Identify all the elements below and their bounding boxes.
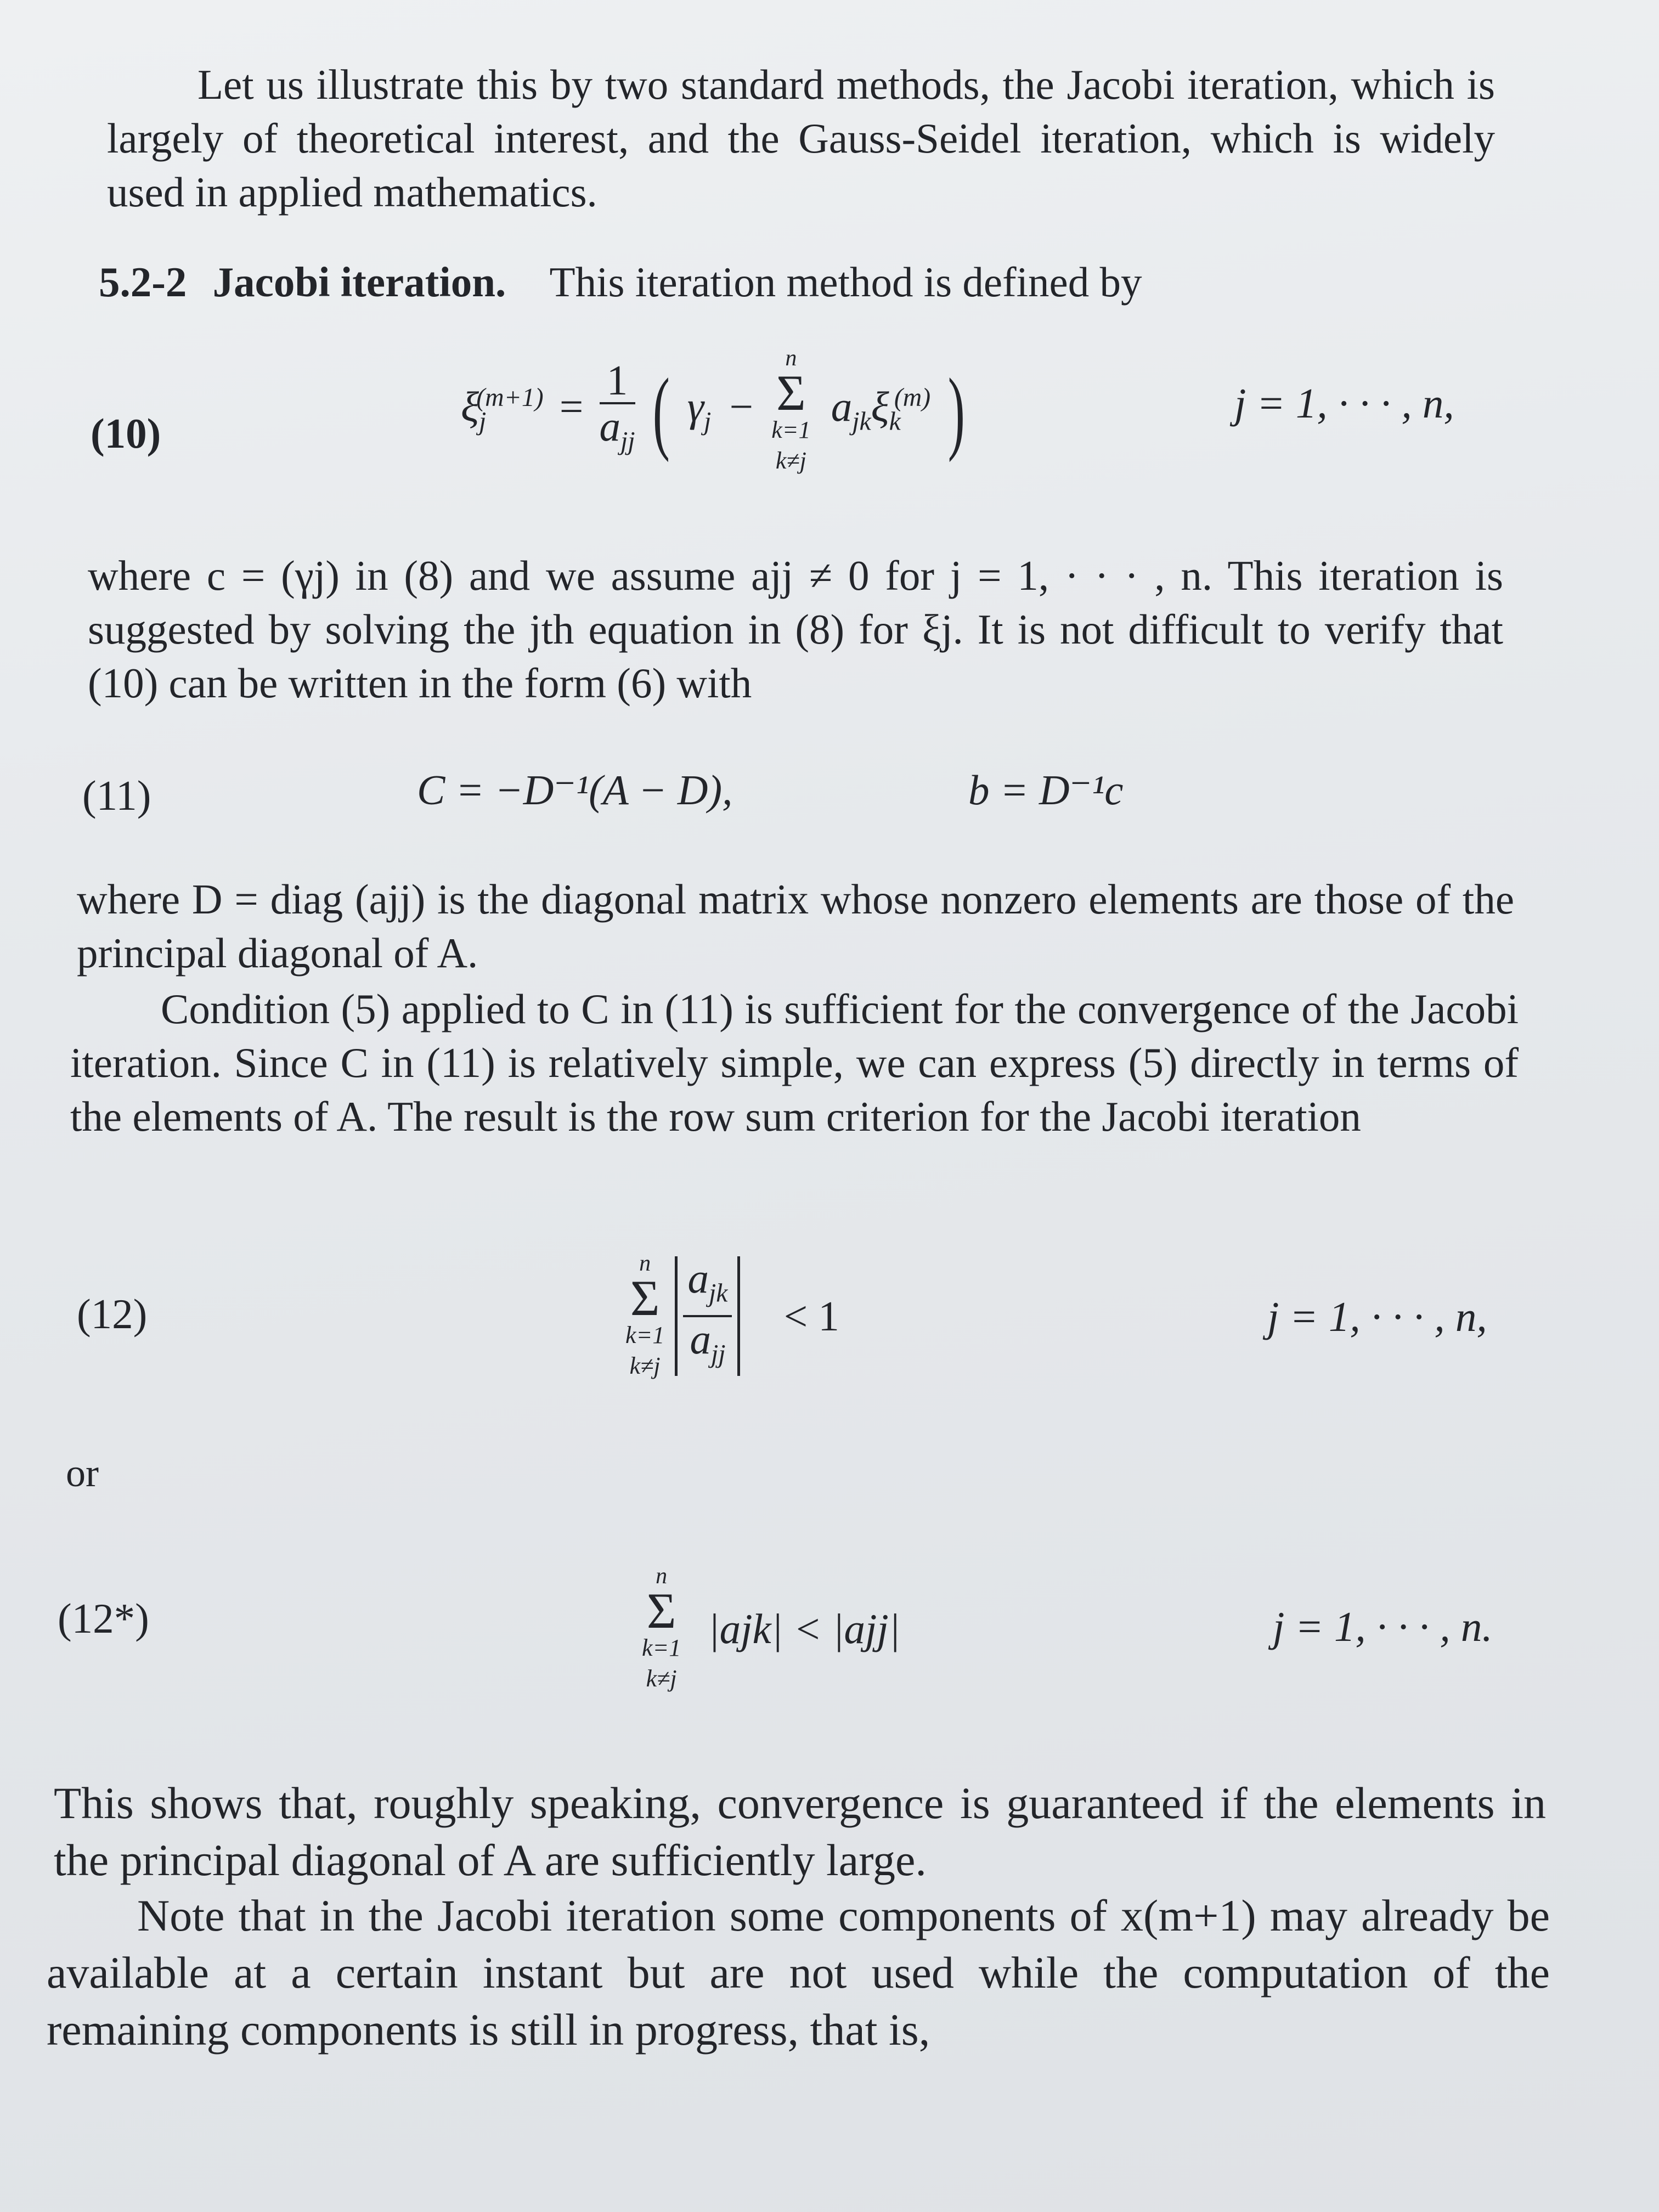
paragraph-condition: Condition (5) applied to C in (11) is sufficient for the convergence of the Jacobi iteration. Since C in (11) is relatively simple, we can express (5) directly in terms of the elements of A. The result is the row sum criterion for the Jacobi iteration [70, 985, 1519, 1140]
eq12-sum: n Σ k=1 k≠j [625, 1251, 665, 1379]
equation-12star [642, 1564, 900, 1694]
paragraph-after-10: where c = (γj) in (8) and we assume ajj ≠ 0 for j = 1, · · · , n. This iteration is suggested by solving the jth equation in (8) for ξj. It is not difficult to verify that (10) can be written in the form (6) with [88, 552, 1503, 707]
eq10-fraction: $\frac{1}{a_{jj}}$ [599, 357, 635, 456]
equation-12star-label: (12*) [58, 1595, 149, 1642]
eq12-relation: < 1 [783, 1293, 839, 1340]
eq10-term: $a_{jk}\xi_k^{(m)}$ [831, 382, 931, 436]
intro-paragraph: Let us illustrate this by two standard methods, the Jacobi iteration, which is largely of theoretical interest, and the Gauss-Seidel iteration, which is widely used in applied mathematics. [107, 61, 1495, 216]
equation-10-label: (10) [91, 410, 161, 457]
equation-10-range: j = 1, · · · , n, [1234, 380, 1454, 427]
paragraph-after-11: where D = diag (ajj) is the diagonal matrix whose nonzero elements are those of the principal diagonal of A. [77, 876, 1514, 977]
section-title: Jacobi iteration. [212, 258, 506, 306]
eq10-right-paren: ) [948, 359, 966, 462]
eq10-equals: = [559, 382, 584, 430]
eq10-gamma: $\gamma_j$ [687, 382, 712, 436]
eq10-lhs: $\xi_j^{(m+1)}$ [461, 382, 544, 436]
eq10-sum: n Σ k=1 k≠j [771, 346, 811, 474]
eq12star-sum: n Σ k=1 k≠j [642, 1564, 681, 1692]
equation-12-label: (12) [77, 1290, 148, 1338]
or-word: or [66, 1451, 99, 1495]
eq10-left-paren: ( [652, 359, 670, 462]
section-lead: This iteration method is defined by [549, 258, 1142, 306]
equation-11-lhs: C = −D⁻¹(A − D), [417, 766, 733, 814]
equation-11-rhs: b = D⁻¹c [968, 766, 1124, 814]
eq10-minus: − [729, 382, 753, 430]
equation-12-range: j = 1, · · · , n, [1267, 1293, 1487, 1340]
section-heading [99, 255, 1525, 309]
equation-12 [625, 1251, 839, 1381]
section-number: 5.2-2 [99, 258, 187, 306]
equation-12star-range: j = 1, · · · , n. [1273, 1603, 1493, 1650]
equation-11-label: (11) [82, 772, 151, 819]
eq12-abs-fraction: $\frac{a_{jk}}{a_{jj}}$ [675, 1256, 740, 1376]
eq12star-expression: |ajk| < |ajj| [708, 1605, 900, 1652]
paragraph-shows: This shows that, roughly speaking, convergence is guaranteed if the elements in the principal diagonal of A are sufficiently large. [54, 1778, 1546, 1885]
equation-10 [461, 346, 972, 488]
paragraph-note: Note that in the Jacobi iteration some components of x(m+1) may already be available at a certain instant but are not used while the computation of the remaining components is still in progress, that is, [47, 1891, 1550, 2055]
